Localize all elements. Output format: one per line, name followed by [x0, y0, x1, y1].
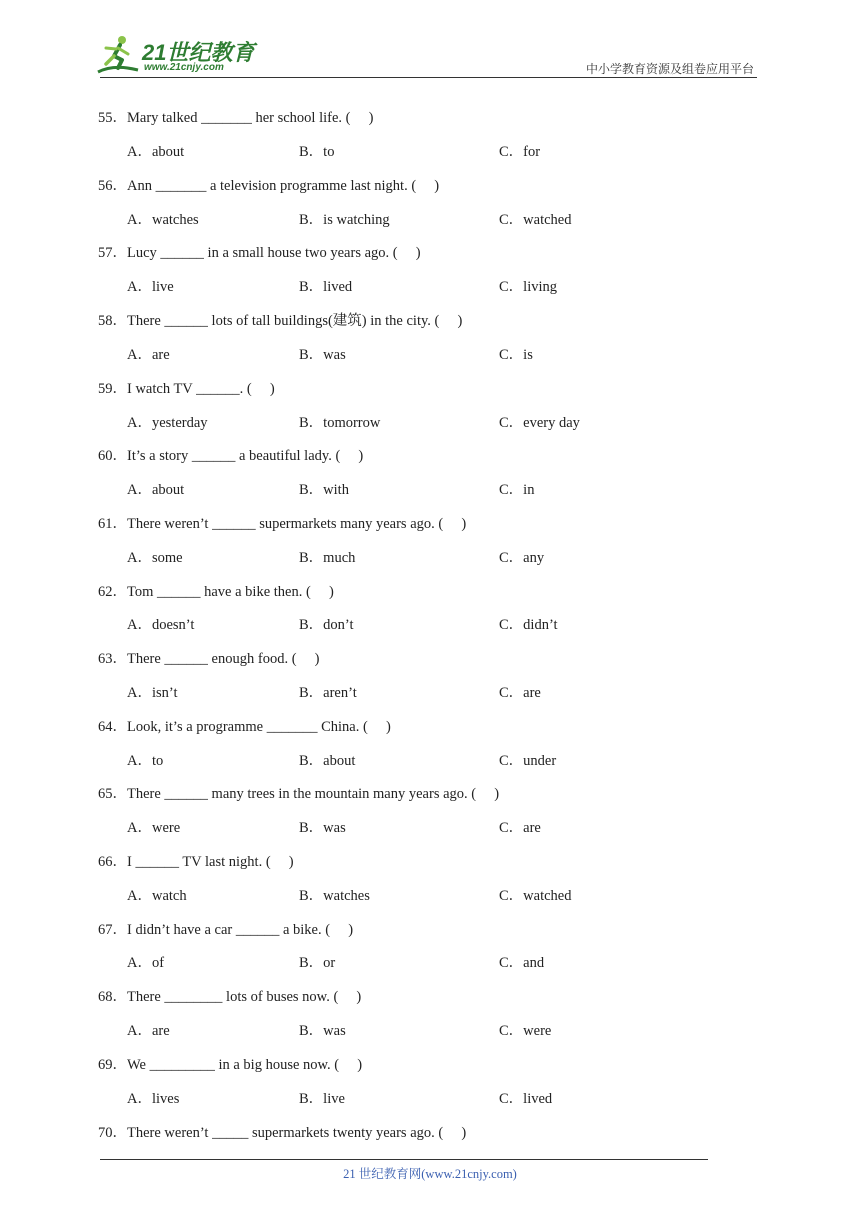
- footer-divider: [100, 1159, 708, 1160]
- option-c: C．for: [499, 144, 541, 160]
- option-a: A．of: [127, 955, 165, 971]
- option-a: A．live: [127, 279, 174, 295]
- question-67: 67．I didn’t have a car ______ a bike. ( ): [98, 922, 354, 938]
- option-b: B．was: [299, 347, 346, 363]
- option-a: A．yesterday: [127, 415, 208, 431]
- option-c: C．lived: [499, 1091, 553, 1107]
- option-b: B．with: [299, 482, 349, 498]
- option-c: C．and: [499, 955, 545, 971]
- option-c: C．were: [499, 1023, 552, 1039]
- option-b: B．much: [299, 550, 356, 566]
- option-a: A．doesn’t: [127, 617, 195, 633]
- option-b: B．watches: [299, 888, 370, 904]
- header-divider: [100, 77, 757, 78]
- option-c: C．living: [499, 279, 558, 295]
- option-b: B．is watching: [299, 212, 390, 228]
- question-63: 63．There ______ enough food. ( ): [98, 651, 320, 667]
- option-b: B．live: [299, 1091, 345, 1107]
- option-b: B．was: [299, 820, 346, 836]
- option-c: C．are: [499, 820, 541, 836]
- option-b: B．tomorrow: [299, 415, 381, 431]
- question-70: 70．There weren’t _____ supermarkets twenty years ago. ( ): [98, 1125, 467, 1141]
- question-56: 56．Ann _______ a television programme last night. ( ): [98, 178, 440, 194]
- option-b: B．or: [299, 955, 336, 971]
- question-69: 69．We _________ in a big house now. ( ): [98, 1057, 363, 1073]
- question-61: 61．There weren’t ______ supermarkets many years ago. ( ): [98, 516, 467, 532]
- header-platform-text: 中小学教育资源及组卷应用平台: [585, 62, 754, 76]
- option-b: B．about: [299, 753, 356, 769]
- option-a: A．are: [127, 1023, 170, 1039]
- runner-logo-icon: [94, 34, 142, 78]
- question-62: 62．Tom ______ have a bike then. ( ): [98, 584, 334, 600]
- option-a: A．isn’t: [127, 685, 178, 701]
- option-c: C．in: [499, 482, 535, 498]
- option-b: B．aren’t: [299, 685, 357, 701]
- option-c: C．is: [499, 347, 533, 363]
- option-a: A．to: [127, 753, 164, 769]
- question-66: 66．I ______ TV last night. ( ): [98, 854, 294, 870]
- option-a: A．watches: [127, 212, 199, 228]
- option-a: A．about: [127, 144, 185, 160]
- question-58: 58．There ______ lots of tall buildings(建筑) in the city. ( ): [98, 313, 463, 329]
- option-c: C．watched: [499, 212, 572, 228]
- option-b: B．was: [299, 1023, 346, 1039]
- option-a: A．are: [127, 347, 170, 363]
- option-c: C．didn’t: [499, 617, 558, 633]
- option-c: C．any: [499, 550, 545, 566]
- logo-url: www.21cnjy.com: [144, 62, 224, 73]
- question-59: 59．I watch TV ______. ( ): [98, 381, 275, 397]
- option-b: B．don’t: [299, 617, 354, 633]
- option-c: C．under: [499, 753, 557, 769]
- logo-text: 21世纪教育: [142, 40, 255, 65]
- question-64: 64．Look, it’s a programme _______ China. ( ): [98, 719, 391, 735]
- question-60: 60．It’s a story ______ a beautiful lady. ( ): [98, 448, 364, 464]
- question-65: 65．There ______ many trees in the mountain many years ago. ( ): [98, 786, 500, 802]
- option-a: A．some: [127, 550, 183, 566]
- site-logo[interactable]: [94, 34, 264, 78]
- footer-link[interactable]: 21 世纪教育网(www.21cnjy.com): [343, 1167, 517, 1181]
- page-header: [0, 0, 860, 80]
- question-57: 57．Lucy ______ in a small house two years ago. ( ): [98, 245, 421, 261]
- option-b: B．lived: [299, 279, 353, 295]
- option-a: A．lives: [127, 1091, 180, 1107]
- option-a: A．watch: [127, 888, 187, 904]
- option-c: C．watched: [499, 888, 572, 904]
- option-a: A．about: [127, 482, 185, 498]
- option-a: A．were: [127, 820, 181, 836]
- option-c: C．every day: [499, 415, 580, 431]
- question-68: 68．There ________ lots of buses now. ( ): [98, 989, 362, 1005]
- option-b: B．to: [299, 144, 335, 160]
- option-c: C．are: [499, 685, 541, 701]
- question-55: 55．Mary talked _______ her school life. ( ): [98, 110, 374, 126]
